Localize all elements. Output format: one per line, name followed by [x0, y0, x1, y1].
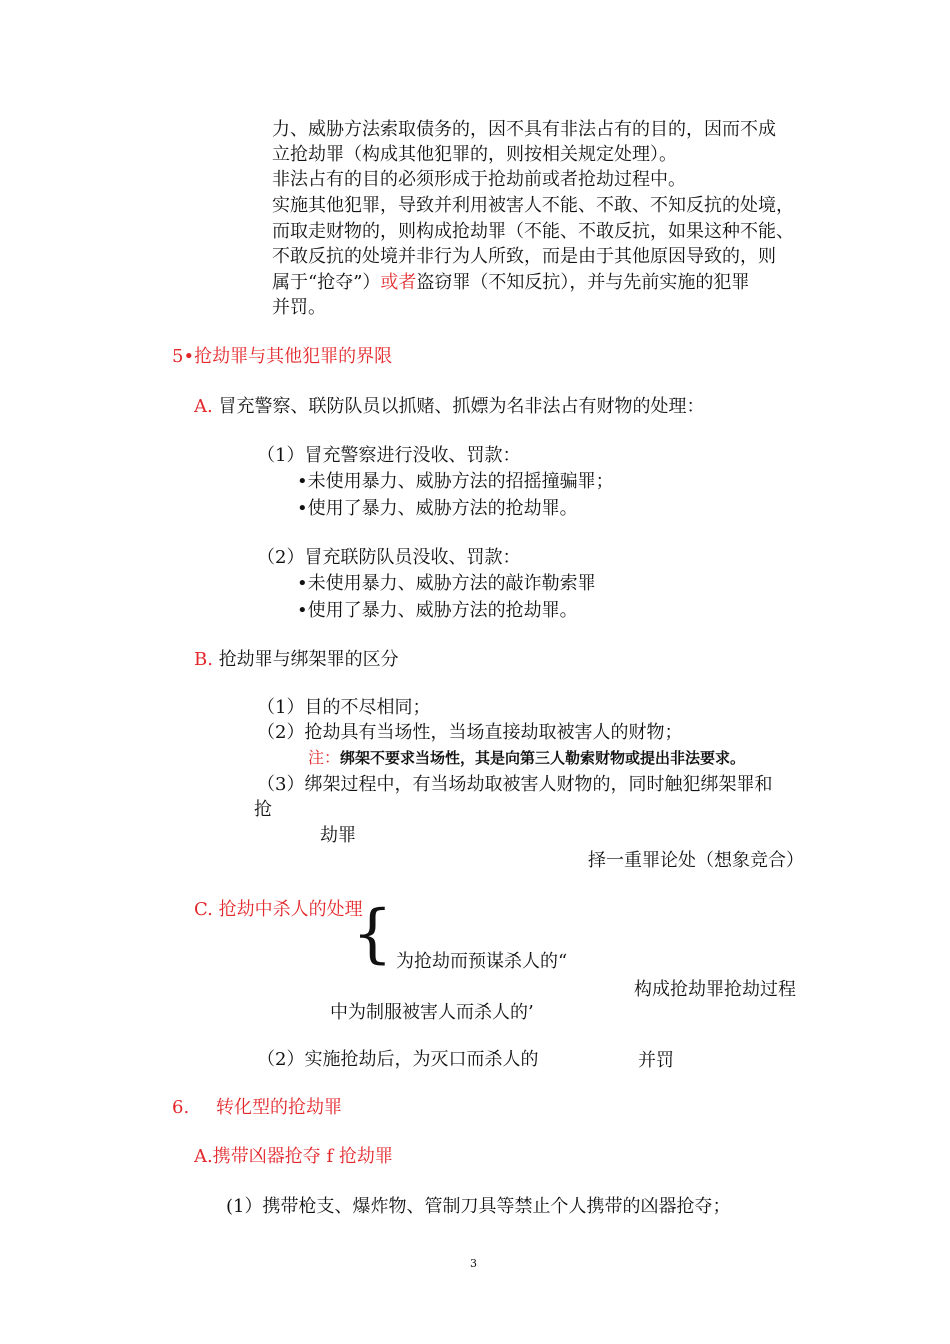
brace-line: 中为制服被害人而杀人的’ [330, 1002, 534, 1023]
list-item: （3）绑架过程中，有当场劫取被害人财物的，同时触犯绑架罪和 [257, 774, 773, 795]
paragraph-line: 实施其他犯罪，导致并利用被害人不能、不敢、不知反抗的处境， [272, 195, 794, 216]
bullet-item: •未使用暴力、威胁方法的招摇撞骗罪； [297, 471, 614, 492]
paragraph-text: 属于“抢夺”） [272, 272, 381, 293]
highlight-text: 或者 [380, 272, 417, 293]
paragraph-line: 不敢反抗的处境并非行为人所致，而是由于其他原因导致的，则 [272, 246, 776, 267]
note-line [308, 746, 745, 770]
bullet-item: •使用了暴力、威胁方法的抢劫罪。 [297, 498, 578, 519]
paragraph-line: 而取走财物的，则构成抢劫罪（不能、不敢反抗，如果这种不能、 [272, 221, 794, 242]
subsection-b-text: 抢劫罪与绑架罪的区分 [218, 649, 399, 670]
brace-conclusion: 并罚 [638, 1050, 674, 1071]
paragraph-line [272, 271, 749, 295]
section-6-title: 转化型的抢劫罪 [216, 1097, 342, 1118]
bullet-item: •使用了暴力、威胁方法的抢劫罪。 [297, 600, 578, 621]
brace-conclusion: 构成抢劫罪抢劫过程 [634, 979, 796, 1000]
list-item: （2）实施抢劫后，为灭口而杀人的 [257, 1049, 539, 1070]
section-6-number: 6. [172, 1097, 190, 1118]
subsection-b-heading [194, 648, 399, 672]
subsection-c-text: 抢劫中杀人的处理 [218, 899, 363, 920]
paragraph-line: 立抢劫罪（构成其他犯罪的，则按相关规定处理）。 [272, 144, 677, 165]
conclusion-text: 择一重罪论处（想象竞合） [588, 850, 804, 871]
paragraph-line: 非法占有的目的必须形成于抢劫前或者抢劫过程中。 [272, 169, 686, 190]
note-label: 注： [308, 748, 341, 767]
list-item-continuation: 抢 [254, 799, 272, 820]
subsection-b-prefix: B. [194, 649, 213, 670]
paragraph-line: 并罚。 [272, 297, 326, 318]
subsection-c-prefix: C. [194, 899, 213, 920]
list-item: （2）抢劫具有当场性，当场直接劫取被害人的财物； [257, 722, 683, 743]
list-item-continuation: 劫罪 [320, 825, 356, 846]
paragraph-text: 盗窃罪（不知反抗），并与先前实施的犯罪 [416, 272, 750, 293]
subsection-a-text: 冒充警察、联防队员以抓赌、抓嫖为名非法占有财物的处理： [218, 396, 705, 417]
section-6-subheading: A.携带凶器抢夺 f 抢劫罪 [194, 1146, 393, 1167]
list-item: （1）目的不尽相同； [257, 697, 431, 718]
subsection-a-prefix: A. [194, 396, 213, 417]
bullet-item: •未使用暴力、威胁方法的敲诈勒索罪 [297, 573, 596, 594]
page-number: 3 [470, 1257, 477, 1270]
note-text: 绑架不要求当场性，其是向第三人勒索财物或提出非法要求。 [340, 749, 746, 767]
list-item: （1）冒充警察进行没收、罚款： [257, 445, 521, 466]
brace-line: 为抢劫而预谋杀人的“ [396, 951, 568, 972]
paragraph-line: 力、威胁方法索取债务的，因不具有非法占有的目的，因而不成 [272, 119, 776, 140]
section-5-title: 5•抢劫罪与其他犯罪的界限 [172, 346, 393, 367]
subsection-c-heading [194, 898, 363, 922]
list-item: （2）冒充联防队员没收、罚款： [257, 547, 521, 568]
curly-brace-icon: { [352, 897, 393, 971]
subsection-a-heading [194, 395, 704, 419]
list-item: (1）携带枪支、爆炸物、管制刀具等禁止个人携带的凶器抢夺； [226, 1196, 731, 1217]
